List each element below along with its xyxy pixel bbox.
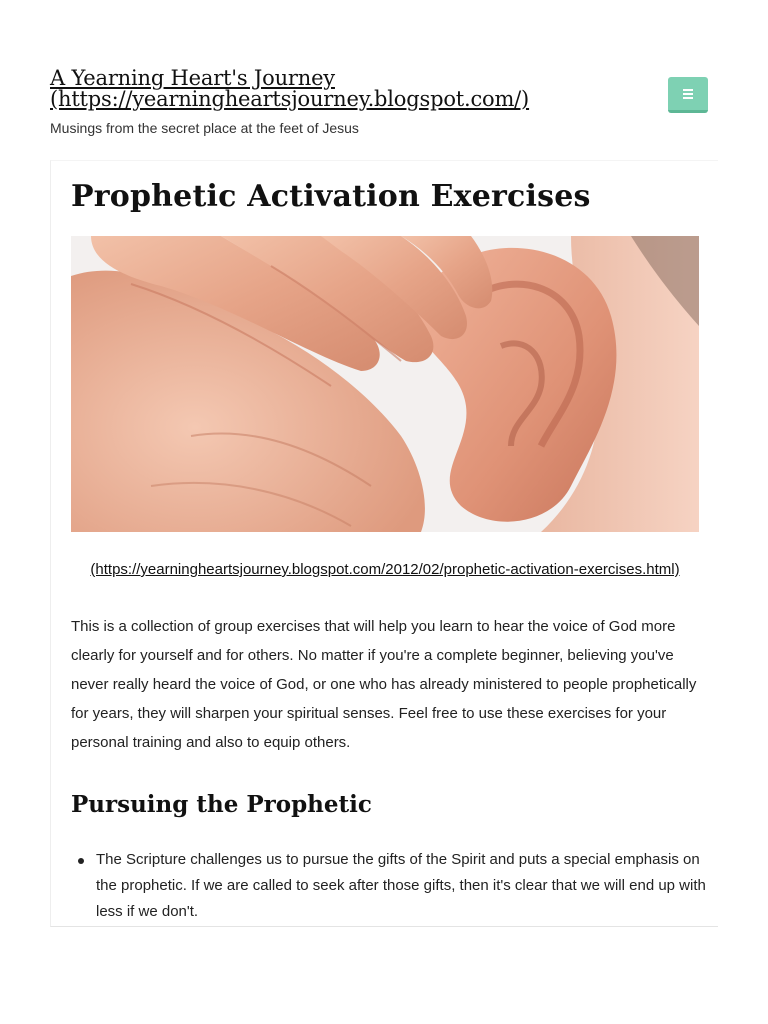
section-heading: Pursuing the Prophetic (71, 791, 372, 818)
image-source-link[interactable]: (https://yearningheartsjourney.blogspot.com/2012/02/prophetic-activation-exercises.html) (90, 561, 680, 578)
site-header (50, 68, 718, 136)
entry-title: Prophetic Activation Exercises (71, 179, 591, 214)
hand-cupped-to-ear-photo (71, 236, 699, 532)
bullet-icon (78, 858, 84, 864)
intro-paragraph: This is a collection of group exercises that will help you learn to hear the voice of God more clearly for yourself and for others. No matter if you're a complete beginner, believing you've never really heard the voice of God, or one who has already ministered to people prophetically for years, they will sharpen your spiritual senses. Feel free to use these exercises for your personal training and also to equip others. (71, 618, 697, 751)
site-tagline: Musings from the secret place at the feet of Jesus (50, 120, 359, 136)
list-item-text: The Scripture challenges us to pursue the gifts of the Spirit and puts a special emphasis on the prophetic. If we are called to seek after those gifts, then it's clear that we will end up with less if we don't. (96, 851, 706, 920)
article (50, 160, 718, 927)
site-title-link[interactable]: A Yearning Heart's Journey (https://yearningheartsjourney.blogspot.com/) (50, 66, 530, 111)
image-source-caption (71, 555, 699, 584)
hamburger-menu-icon (683, 89, 693, 99)
list-item (96, 847, 706, 925)
bullet-list (71, 847, 706, 925)
menu-toggle-button[interactable] (668, 77, 708, 113)
